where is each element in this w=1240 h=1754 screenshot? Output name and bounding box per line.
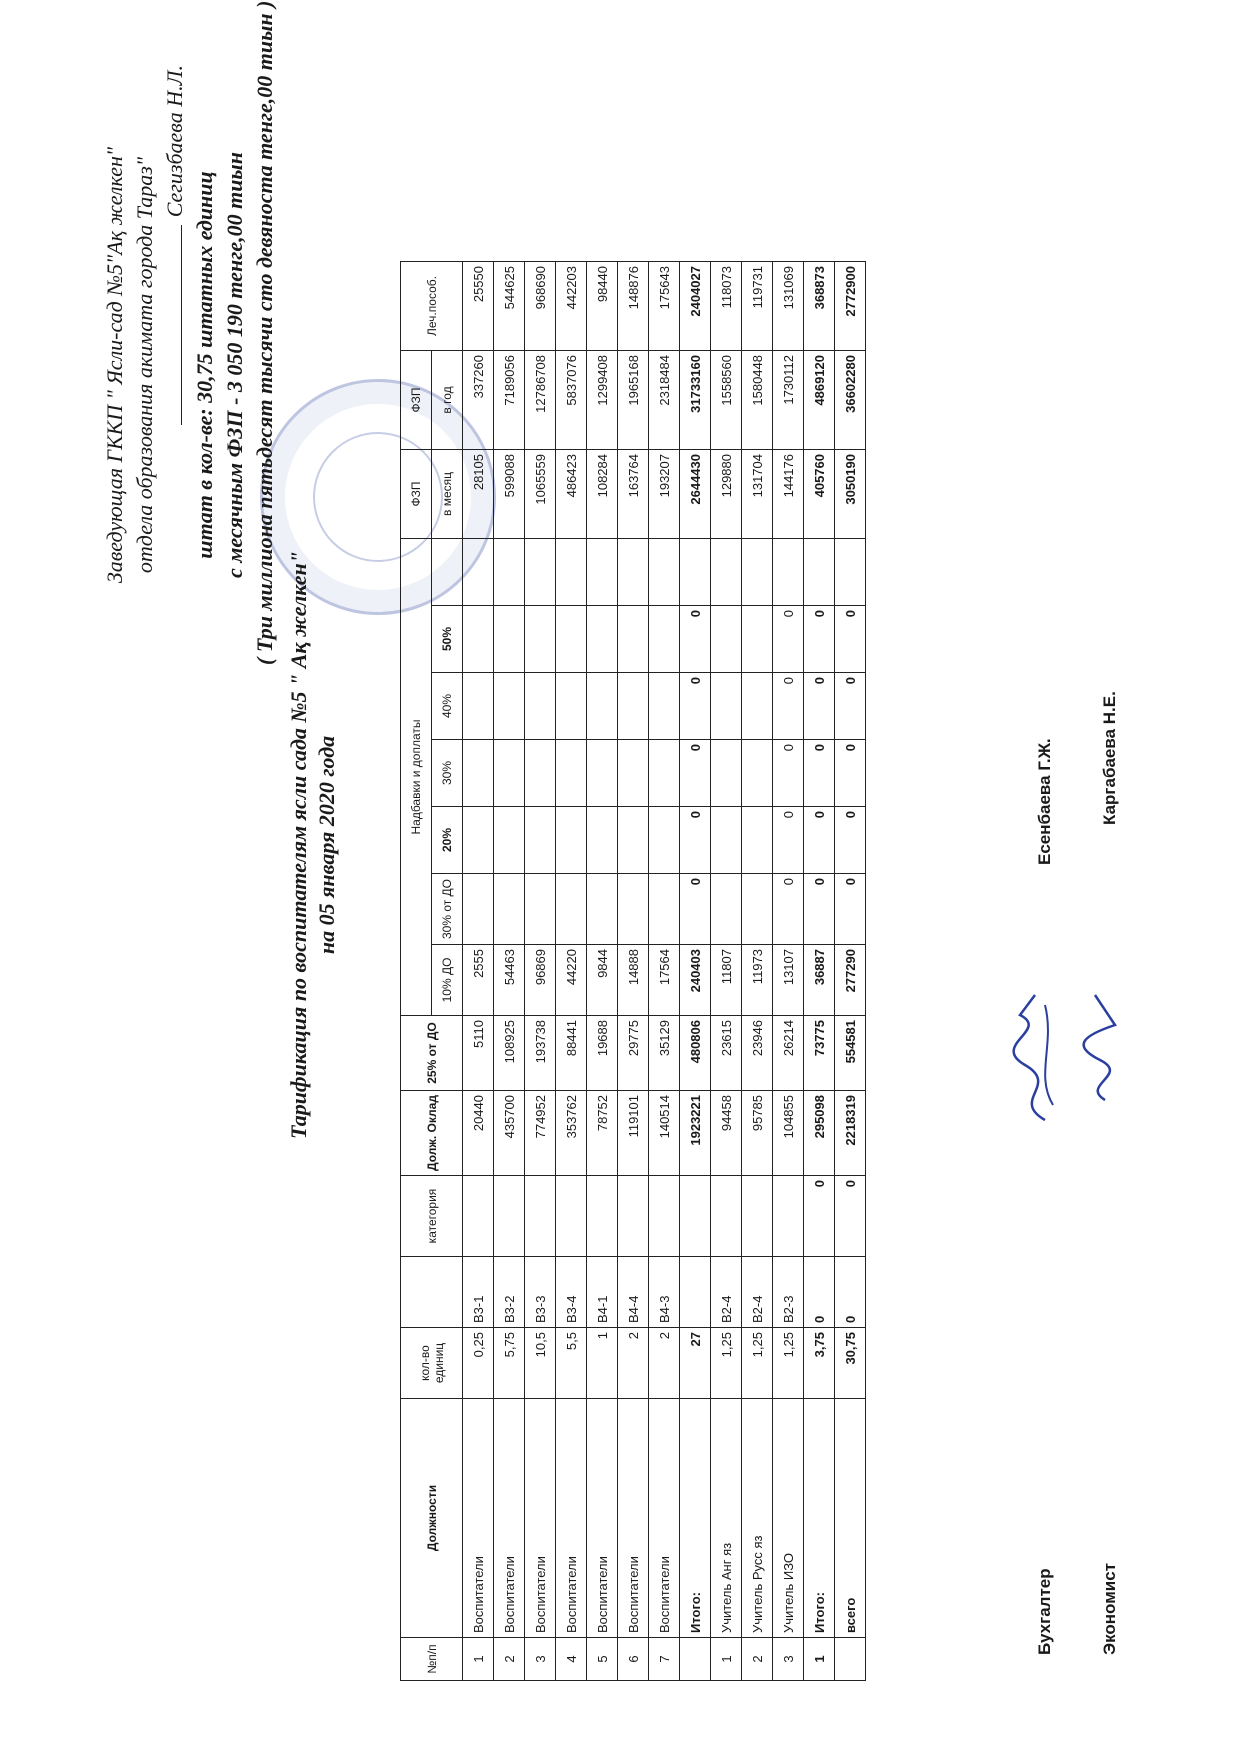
- cell-p50: [649, 606, 680, 673]
- cell-p30: [556, 740, 587, 807]
- table-row: [773, 262, 804, 1681]
- cell-num: 4: [556, 1638, 587, 1681]
- cell-p30: [587, 740, 618, 807]
- header-spacer: [432, 539, 463, 606]
- cell-p50: [711, 606, 742, 673]
- cell-month: 144176: [773, 450, 804, 539]
- header-bonuses-group: Надбавки и доплаты: [401, 539, 432, 1016]
- cell-p20: 0: [835, 807, 866, 874]
- cell-salary: 20440: [463, 1091, 494, 1176]
- cell-p30do: [525, 874, 556, 945]
- cell-p10: 11807: [711, 945, 742, 1016]
- cell-p40: [742, 673, 773, 740]
- cell-p30: 0: [773, 740, 804, 807]
- cell-p30do: 0: [835, 874, 866, 945]
- cell-units: 1,25: [773, 1328, 804, 1399]
- cell-p20: [556, 807, 587, 874]
- cell-med: 368873: [804, 262, 835, 351]
- cell-units: 27: [680, 1328, 711, 1399]
- cell-cat: 0: [804, 1176, 835, 1257]
- cell-spacer: [773, 539, 804, 606]
- cell-month: 193207: [649, 450, 680, 539]
- cell-year: 2318484: [649, 351, 680, 450]
- cell-num: 6: [618, 1638, 649, 1681]
- cell-num: [680, 1638, 711, 1681]
- cell-p40: [587, 673, 618, 740]
- cell-month: 599088: [494, 450, 525, 539]
- cell-year: 7189056: [494, 351, 525, 450]
- cell-pos: Учитель Русс яз: [742, 1399, 773, 1638]
- cell-cat0: 0: [835, 1257, 866, 1328]
- approval-line-6: ( Три миллиона пятьдесят тысячи сто девяноста тенге,00 тиын ): [252, 0, 277, 665]
- cell-pos: Воспитатели: [525, 1399, 556, 1638]
- table-body: [463, 262, 866, 1681]
- cell-cat0: В2-4: [711, 1257, 742, 1328]
- cell-num: 1: [804, 1638, 835, 1681]
- header-fzp-month: в месяц: [432, 450, 463, 539]
- approval-line-2: отдела образования акимата города Тараз": [132, 156, 157, 574]
- cell-p20: [463, 807, 494, 874]
- cell-units: 1: [587, 1328, 618, 1399]
- cell-spacer: [587, 539, 618, 606]
- cell-pos: Воспитатели: [649, 1399, 680, 1638]
- table-row: [618, 262, 649, 1681]
- header-fzp-year: в год: [432, 351, 463, 450]
- cell-p40: [649, 673, 680, 740]
- cell-spacer: [680, 539, 711, 606]
- cell-med: 175643: [649, 262, 680, 351]
- cell-year: 5837076: [556, 351, 587, 450]
- header-pct25: 25% от ДО: [401, 1016, 463, 1091]
- cell-med: 98440: [587, 262, 618, 351]
- cell-spacer: [649, 539, 680, 606]
- cell-p20: [494, 807, 525, 874]
- cell-salary: 774952: [525, 1091, 556, 1176]
- cell-p50: [587, 606, 618, 673]
- cell-p40: [525, 673, 556, 740]
- table-row: [680, 262, 711, 1681]
- cell-units: 2: [649, 1328, 680, 1399]
- cell-p30do: [649, 874, 680, 945]
- cell-p20: 0: [804, 807, 835, 874]
- cell-salary: 1923221: [680, 1091, 711, 1176]
- accountant-title: Бухгалтер: [1035, 1568, 1054, 1655]
- cell-p40: [494, 673, 525, 740]
- cell-spacer: [556, 539, 587, 606]
- cell-spacer: [835, 539, 866, 606]
- cell-year: 337260: [463, 351, 494, 450]
- cell-cat0: В3-3: [525, 1257, 556, 1328]
- accountant-signature: [1005, 985, 1065, 1125]
- cell-p25: 23946: [742, 1016, 773, 1091]
- cell-p50: [463, 606, 494, 673]
- cell-cat: 0: [835, 1176, 866, 1257]
- cell-p20: 0: [773, 807, 804, 874]
- cell-p50: 0: [835, 606, 866, 673]
- cell-p30: [711, 740, 742, 807]
- header-salary: Долж. Оклад: [401, 1091, 463, 1176]
- cell-cat: [463, 1176, 494, 1257]
- cell-salary: 78752: [587, 1091, 618, 1176]
- cell-units: 0,25: [463, 1328, 494, 1399]
- cell-year: 1299408: [587, 351, 618, 450]
- cell-salary: 94458: [711, 1091, 742, 1176]
- document-title: [285, 525, 341, 1165]
- header-pct30do: 30% от ДО: [432, 874, 463, 945]
- cell-cat0: В2-4: [742, 1257, 773, 1328]
- tarification-table: [400, 261, 866, 1681]
- director-name: Сегизбаева Н.Л.: [162, 65, 187, 218]
- cell-p30: 0: [680, 740, 711, 807]
- cell-p25: 5110: [463, 1016, 494, 1091]
- cell-med: 2772900: [835, 262, 866, 351]
- economist-name: Каргабаева Н.Е.: [1100, 691, 1119, 825]
- cell-month: 405760: [804, 450, 835, 539]
- cell-cat0: [680, 1257, 711, 1328]
- cell-pos: всего: [835, 1399, 866, 1638]
- cell-p50: [525, 606, 556, 673]
- cell-p20: [649, 807, 680, 874]
- header-num: №п/п: [401, 1638, 463, 1681]
- cell-year: 1965168: [618, 351, 649, 450]
- cell-med: 148876: [618, 262, 649, 351]
- cell-p20: [742, 807, 773, 874]
- cell-units: 5,5: [556, 1328, 587, 1399]
- cell-num: 2: [742, 1638, 773, 1681]
- cell-salary: 353762: [556, 1091, 587, 1176]
- cell-spacer: [525, 539, 556, 606]
- header-pct10: 10% ДО: [432, 945, 463, 1016]
- cell-pos: Воспитатели: [556, 1399, 587, 1638]
- cell-year: 31733160: [680, 351, 711, 450]
- cell-units: 5,75: [494, 1328, 525, 1399]
- header-pct20: 20%: [432, 807, 463, 874]
- cell-cat0: В3-1: [463, 1257, 494, 1328]
- table-row: [525, 262, 556, 1681]
- cell-month: 108284: [587, 450, 618, 539]
- header-pct30: 30%: [432, 740, 463, 807]
- cell-spacer: [711, 539, 742, 606]
- cell-p50: 0: [680, 606, 711, 673]
- cell-year: 12786708: [525, 351, 556, 450]
- cell-units: 1,25: [742, 1328, 773, 1399]
- cell-p10: 2555: [463, 945, 494, 1016]
- cell-cat: [618, 1176, 649, 1257]
- table-header-row-1: [401, 262, 432, 1681]
- cell-cat: [649, 1176, 680, 1257]
- cell-p50: 0: [773, 606, 804, 673]
- cell-p40: [556, 673, 587, 740]
- cell-num: 3: [773, 1638, 804, 1681]
- cell-month: 131704: [742, 450, 773, 539]
- cell-cat0: В3-4: [556, 1257, 587, 1328]
- cell-month: 1065559: [525, 450, 556, 539]
- cell-p10: 9844: [587, 945, 618, 1016]
- cell-p30do: [587, 874, 618, 945]
- cell-year: 36602280: [835, 351, 866, 450]
- cell-spacer: [463, 539, 494, 606]
- cell-pos: Итого:: [680, 1399, 711, 1638]
- cell-num: 1: [463, 1638, 494, 1681]
- header-units: кол-во единиц: [401, 1328, 463, 1399]
- cell-salary: 119101: [618, 1091, 649, 1176]
- cell-p10: 44220: [556, 945, 587, 1016]
- cell-p30do: [494, 874, 525, 945]
- cell-p10: 96869: [525, 945, 556, 1016]
- cell-pos: Учитель Анг яз: [711, 1399, 742, 1638]
- cell-cat0: В4-1: [587, 1257, 618, 1328]
- cell-month: 3050190: [835, 450, 866, 539]
- cell-p10: 36887: [804, 945, 835, 1016]
- approval-line-1: Заведующая ГККП " Ясли-сад №5"Ақ желкен": [102, 146, 127, 584]
- cell-p50: [556, 606, 587, 673]
- cell-med: 968690: [525, 262, 556, 351]
- cell-p30do: [711, 874, 742, 945]
- cell-p40: [711, 673, 742, 740]
- table-row: [649, 262, 680, 1681]
- cell-spacer: [742, 539, 773, 606]
- cell-cat: [773, 1176, 804, 1257]
- cell-p30do: [556, 874, 587, 945]
- cell-p40: [618, 673, 649, 740]
- approval-line-5: с месячным ФЗП - 3 050 190 тенге,00 тиын: [222, 152, 247, 578]
- cell-p50: 0: [804, 606, 835, 673]
- cell-num: [835, 1638, 866, 1681]
- cell-num: 2: [494, 1638, 525, 1681]
- cell-p25: 23615: [711, 1016, 742, 1091]
- cell-salary: 2218319: [835, 1091, 866, 1176]
- cell-med: 131069: [773, 262, 804, 351]
- header-position: Должности: [401, 1399, 463, 1638]
- cell-p30do: 0: [804, 874, 835, 945]
- cell-p30: [494, 740, 525, 807]
- cell-spacer: [494, 539, 525, 606]
- cell-pos: Воспитатели: [587, 1399, 618, 1638]
- signature-blank: [161, 225, 182, 425]
- approval-line-4: штат в кол-ве: 30,75 штатных единиц: [192, 171, 217, 559]
- cell-num: 7: [649, 1638, 680, 1681]
- cell-spacer: [804, 539, 835, 606]
- cell-year: 1580448: [742, 351, 773, 450]
- cell-p30do: 0: [773, 874, 804, 945]
- cell-p25: 554581: [835, 1016, 866, 1091]
- cell-num: 1: [711, 1638, 742, 1681]
- cell-p25: 73775: [804, 1016, 835, 1091]
- cell-p20: [618, 807, 649, 874]
- cell-p30: [742, 740, 773, 807]
- cell-cat: [556, 1176, 587, 1257]
- header-medical: Леч.пособ.: [401, 262, 463, 351]
- cell-p10: 17564: [649, 945, 680, 1016]
- cell-salary: 435700: [494, 1091, 525, 1176]
- document-sheet: [30, 0, 1210, 1725]
- economist-title: Экономист: [1100, 1563, 1119, 1655]
- cell-cat0: В4-4: [618, 1257, 649, 1328]
- header-pct40: 40%: [432, 673, 463, 740]
- cell-p25: 480806: [680, 1016, 711, 1091]
- table-row: [835, 262, 866, 1681]
- cell-p50: [618, 606, 649, 673]
- cell-units: 30,75: [835, 1328, 866, 1399]
- cell-p25: 88441: [556, 1016, 587, 1091]
- table-row: [463, 262, 494, 1681]
- cell-salary: 95785: [742, 1091, 773, 1176]
- cell-year: 1730112: [773, 351, 804, 450]
- cell-p20: [525, 807, 556, 874]
- cell-year: 1558560: [711, 351, 742, 450]
- cell-units: 1,25: [711, 1328, 742, 1399]
- cell-p40: 0: [680, 673, 711, 740]
- cell-p40: [463, 673, 494, 740]
- cell-cat: [587, 1176, 618, 1257]
- cell-med: 25550: [463, 262, 494, 351]
- cell-p30: [618, 740, 649, 807]
- cell-units: 3,75: [804, 1328, 835, 1399]
- cell-p10: 240403: [680, 945, 711, 1016]
- table-row: [804, 262, 835, 1681]
- cell-cat0: В3-2: [494, 1257, 525, 1328]
- cell-cat0: В2-3: [773, 1257, 804, 1328]
- cell-p25: 19688: [587, 1016, 618, 1091]
- cell-p10: 13107: [773, 945, 804, 1016]
- header-pct50: 50%: [432, 606, 463, 673]
- cell-salary: 104855: [773, 1091, 804, 1176]
- cell-p25: 29775: [618, 1016, 649, 1091]
- cell-units: 2: [618, 1328, 649, 1399]
- cell-pos: Учитель ИЗО: [773, 1399, 804, 1638]
- cell-year: 4869120: [804, 351, 835, 450]
- economist-signature: [1075, 985, 1135, 1105]
- cell-p25: 35129: [649, 1016, 680, 1091]
- cell-med: 544625: [494, 262, 525, 351]
- cell-p10: 54463: [494, 945, 525, 1016]
- cell-p30do: 0: [680, 874, 711, 945]
- cell-month: 28105: [463, 450, 494, 539]
- cell-med: 118073: [711, 262, 742, 351]
- cell-p20: [711, 807, 742, 874]
- cell-pos: Итого:: [804, 1399, 835, 1638]
- cell-p30do: [618, 874, 649, 945]
- cell-p20: [587, 807, 618, 874]
- cell-p30do: [463, 874, 494, 945]
- cell-p25: 108925: [494, 1016, 525, 1091]
- title-line-1: Тарификация по воспитателям ясли сада №5 " Ақ желкен": [286, 551, 311, 1139]
- cell-p30: [463, 740, 494, 807]
- cell-num: 3: [525, 1638, 556, 1681]
- cell-p50: [742, 606, 773, 673]
- table-row: [711, 262, 742, 1681]
- cell-p30: [525, 740, 556, 807]
- cell-cat0: В4-3: [649, 1257, 680, 1328]
- header-category-blank: [401, 1257, 463, 1328]
- cell-p30: 0: [835, 740, 866, 807]
- cell-cat: [680, 1176, 711, 1257]
- table-row: [742, 262, 773, 1681]
- cell-med: 119731: [742, 262, 773, 351]
- cell-pos: Воспитатели: [494, 1399, 525, 1638]
- cell-cat: [711, 1176, 742, 1257]
- cell-p25: 26214: [773, 1016, 804, 1091]
- cell-p50: [494, 606, 525, 673]
- cell-p30do: [742, 874, 773, 945]
- table-row: [556, 262, 587, 1681]
- cell-pos: Воспитатели: [618, 1399, 649, 1638]
- title-line-2: на 05 января 2020 года: [314, 735, 339, 955]
- approval-block: [100, 0, 280, 665]
- cell-cat: [742, 1176, 773, 1257]
- cell-med: 2404027: [680, 262, 711, 351]
- cell-month: 2644430: [680, 450, 711, 539]
- cell-num: 5: [587, 1638, 618, 1681]
- cell-cat: [525, 1176, 556, 1257]
- header-fzp-2: ФЗП: [401, 351, 432, 450]
- cell-salary: 295098: [804, 1091, 835, 1176]
- cell-p40: 0: [804, 673, 835, 740]
- cell-p25: 193738: [525, 1016, 556, 1091]
- header-fzp: ФЗП: [401, 450, 432, 539]
- cell-cat0: 0: [804, 1257, 835, 1328]
- cell-month: 129880: [711, 450, 742, 539]
- approval-signature-line: [160, 65, 190, 665]
- table-row: [587, 262, 618, 1681]
- accountant-name: Есенбаева Г.Ж.: [1035, 738, 1054, 865]
- cell-p40: 0: [835, 673, 866, 740]
- cell-p40: 0: [773, 673, 804, 740]
- cell-pos: Воспитатели: [463, 1399, 494, 1638]
- cell-p30: [649, 740, 680, 807]
- cell-month: 486423: [556, 450, 587, 539]
- table-row: [494, 262, 525, 1681]
- cell-p10: 14888: [618, 945, 649, 1016]
- cell-cat: [494, 1176, 525, 1257]
- cell-units: 10,5: [525, 1328, 556, 1399]
- cell-med: 442203: [556, 262, 587, 351]
- cell-p20: 0: [680, 807, 711, 874]
- cell-salary: 140514: [649, 1091, 680, 1176]
- cell-p10: 11973: [742, 945, 773, 1016]
- header-category: категория: [401, 1176, 463, 1257]
- cell-p10: 277290: [835, 945, 866, 1016]
- cell-month: 163764: [618, 450, 649, 539]
- cell-p30: 0: [804, 740, 835, 807]
- cell-spacer: [618, 539, 649, 606]
